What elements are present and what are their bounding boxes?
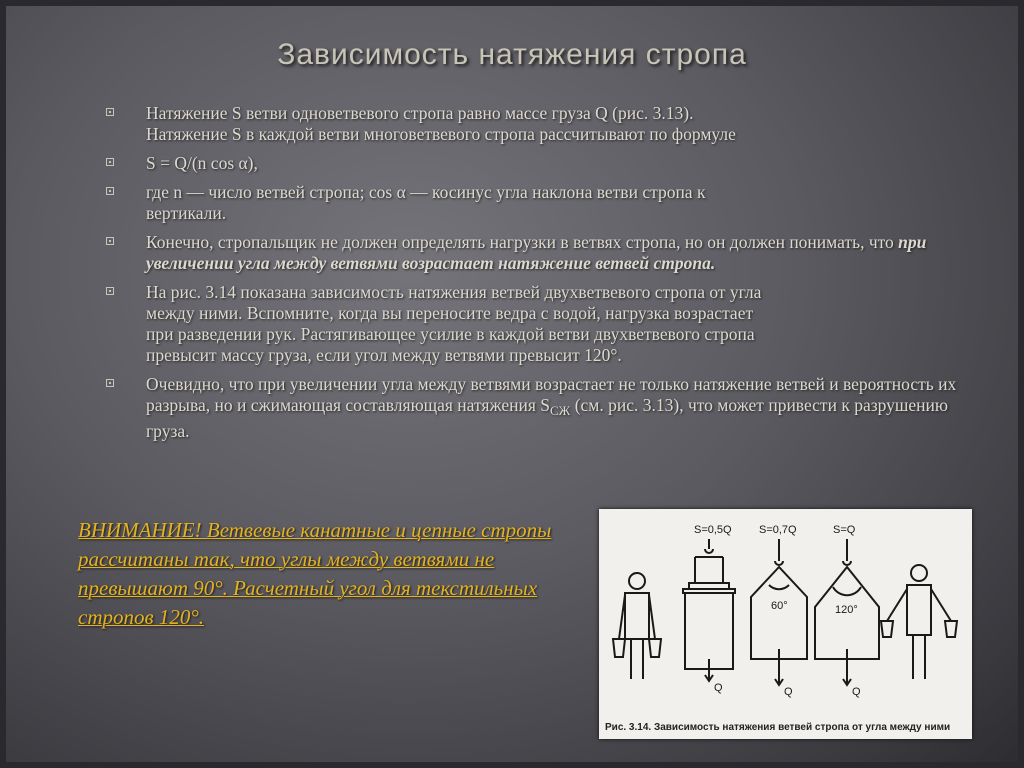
paragraph-tail-text: (см. рис. 3.13), что может привести к разрушению груза. xyxy=(146,395,948,441)
slide-title: Зависимость натяжения стропа xyxy=(277,38,747,71)
square-bullet-icon xyxy=(106,108,114,116)
square-bullet-icon xyxy=(106,237,114,245)
person-body-icon xyxy=(625,593,649,639)
square-bullet-icon xyxy=(106,158,114,166)
hook-icon xyxy=(843,539,851,565)
subscript-text: СЖ xyxy=(549,403,571,418)
formula-text: S = Q/(n cos α), xyxy=(146,153,258,173)
line-text: где n — число ветвей стропа; cos α — косинус угла наклона ветви стропа к xyxy=(146,182,706,202)
tension-label: S=0,5Q xyxy=(694,524,732,536)
line-text: Натяжение S в каждой ветви многоветвевого стропа рассчитывают по формуле xyxy=(146,124,736,144)
bullet-list xyxy=(100,103,980,450)
force-arrow-icon xyxy=(775,649,783,685)
paragraph-text: Конечно, стропальщик не должен определять нагрузки в ветвях стропа, но он должен понимать, что xyxy=(146,232,899,252)
hook-icon xyxy=(775,539,783,565)
tension-label: S=Q xyxy=(833,524,856,536)
list-item xyxy=(100,282,980,366)
hook-icon xyxy=(705,539,713,553)
person-head-icon xyxy=(629,573,645,589)
line-text: при разведении рук. Растягивающее усилие в каждой ветви двухветвевого стропа xyxy=(146,324,755,344)
force-arrow-icon xyxy=(843,649,851,685)
line-text: Натяжение S ветви одноветвевого стропа равно массе груза Q (рис. 3.13). xyxy=(146,103,694,123)
person-head-icon xyxy=(911,565,927,581)
list-item xyxy=(100,374,980,442)
load-label: Q xyxy=(852,686,861,698)
angle-label: 60° xyxy=(771,600,788,612)
emphasis-text: при увеличении угла между ветвями возрастает натяжение ветвей стропа. xyxy=(146,232,927,273)
line-text: превысит массу груза, если угол между ветвями превысит 120°. xyxy=(146,345,622,365)
sling-tension-figure xyxy=(599,509,972,739)
paragraph-text: Очевидно, что при увеличении угла между ветвями возрастает не только натяжение ветвей и вероятность их разрыва, но и сжимающая составляющая натяжения S xyxy=(146,374,957,415)
line-text: между ними. Вспомните, когда вы переносите ведра с водой, нагрузка возрастает xyxy=(146,303,754,323)
angle-label: 120° xyxy=(835,604,858,616)
list-item xyxy=(100,182,980,224)
tension-label: S=0,7Q xyxy=(759,524,797,536)
list-item xyxy=(100,103,980,145)
load-label: Q xyxy=(714,682,723,694)
sling-diagram xyxy=(599,509,972,739)
bucket-icon xyxy=(613,639,661,657)
line-text: вертикали. xyxy=(146,203,227,223)
load-label: Q xyxy=(784,686,793,698)
list-item xyxy=(100,232,980,274)
square-bullet-icon xyxy=(106,379,114,387)
figure-caption: Рис. 3.14. Зависимость натяжения ветвей стропа от угла между ними xyxy=(605,722,951,733)
square-bullet-icon xyxy=(106,187,114,195)
list-item xyxy=(100,153,980,174)
line-text: На рис. 3.14 показана зависимость натяжения ветвей двухветвевого стропа от угла xyxy=(146,282,762,302)
warning-note: ВНИМАНИЕ! Ветвевые канатные и цепные стропы рассчитаны так, что углы между ветвями не превышают 90°. Расчетный угол для текстильных стропов 120°. xyxy=(78,518,552,629)
person-body-icon xyxy=(907,585,931,635)
square-bullet-icon xyxy=(106,287,114,295)
